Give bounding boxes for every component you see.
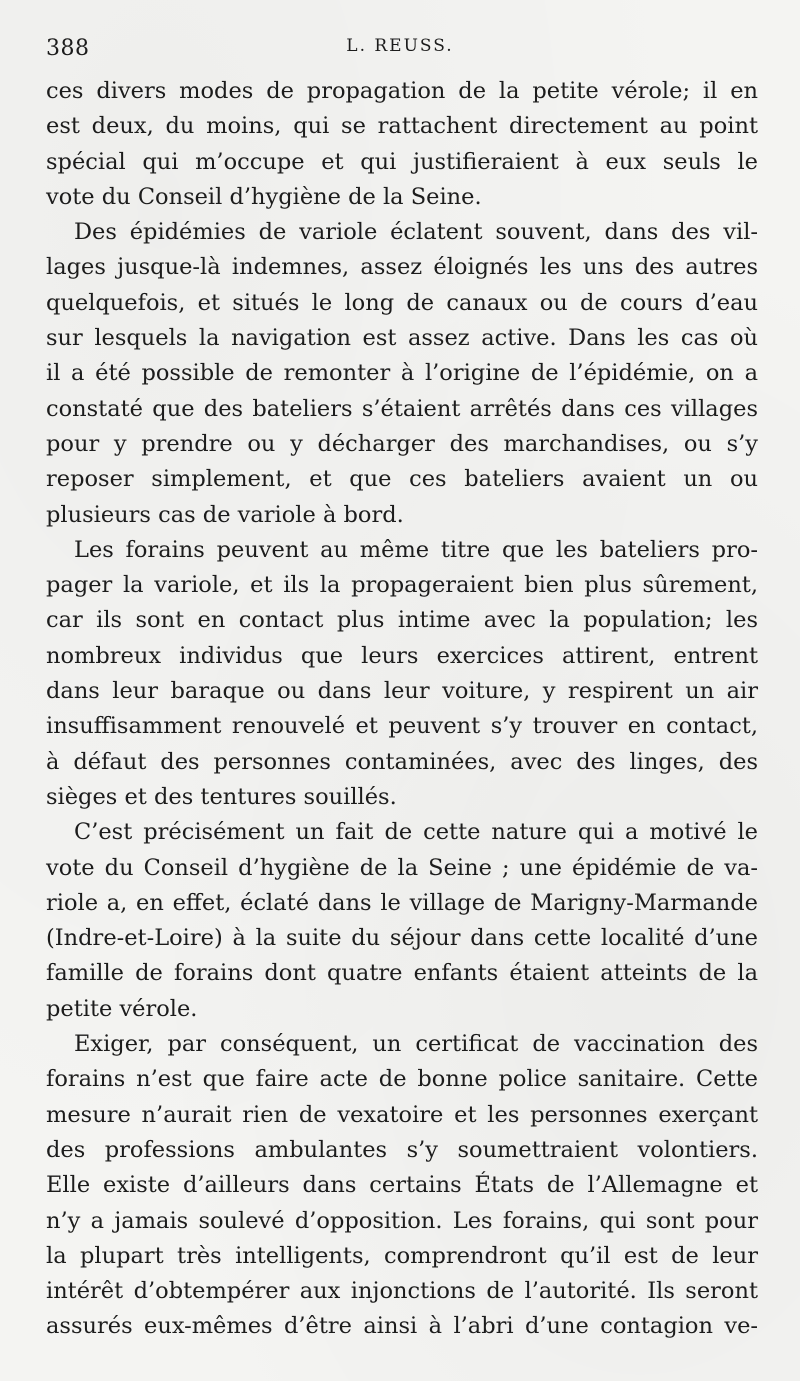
text-line: pager la variole, et ils la propageraient bien plus sûrement, xyxy=(46,572,758,599)
text-line: il a été possible de remonter à l’origine de l’épidémie, on a xyxy=(46,360,758,387)
text-line: est deux, du moins, qui se rattachent directement au point xyxy=(46,113,758,140)
text-line: Des épidémies de variole éclatent souvent, dans des vil- xyxy=(74,219,758,246)
text-line: sur lesquels la navigation est assez active. Dans les cas où xyxy=(46,325,758,352)
text-line: forains n’est que faire acte de bonne police sanitaire. Cette xyxy=(46,1066,758,1093)
page-number: 388 xyxy=(46,36,90,61)
text-line: mesure n’aurait rien de vexatoire et les personnes exerçant xyxy=(46,1101,758,1128)
text-line: Les forains peuvent au même titre que les bateliers pro- xyxy=(74,536,758,563)
text-line: à défaut des personnes contaminées, avec des linges, des xyxy=(46,748,758,775)
text-line: petite vérole. xyxy=(46,995,198,1022)
text-line: la plupart très intelligents, comprendront qu’il est de leur xyxy=(46,1242,758,1269)
text-line: ces divers modes de propagation de la petite vérole; il en xyxy=(46,78,758,104)
paragraph xyxy=(46,74,758,215)
text-line: dans leur baraque ou dans leur voiture, y respirent un air xyxy=(46,678,758,705)
text-line: constaté que des bateliers s’étaient arrêtés dans ces villages xyxy=(46,395,758,422)
text-line: vote du Conseil d’hygiène de la Seine. xyxy=(46,183,482,210)
paragraph xyxy=(46,215,758,533)
text-line: C’est précisément un fait de cette nature qui a motivé le xyxy=(74,819,758,846)
paragraph xyxy=(46,533,758,815)
paragraph xyxy=(46,1027,758,1345)
text-line: riole a, en effet, éclaté dans le village de Marigny-Marmande xyxy=(46,889,758,916)
running-head: L. REUSS. xyxy=(346,36,454,56)
text-line: sièges et des tentures souillés. xyxy=(46,783,397,810)
text-line: lages jusque-là indemnes, assez éloignés les uns des autres xyxy=(46,254,758,281)
text-line: Exiger, par conséquent, un certificat de vaccination des xyxy=(74,1031,758,1058)
text-line: vote du Conseil d’hygiène de la Seine ; une épidémie de va- xyxy=(46,854,758,881)
page-header xyxy=(46,36,754,66)
text-line: plusieurs cas de variole à bord. xyxy=(46,501,404,528)
text-line: spécial qui m’occupe et qui justifieraient à eux seuls le xyxy=(46,148,758,175)
text-line: intérêt d’obtempérer aux injonctions de l’autorité. Ils seront xyxy=(46,1278,758,1305)
text-line: famille de forains dont quatre enfants étaient atteints de la xyxy=(46,960,758,987)
text-line: car ils sont en contact plus intime avec la population; les xyxy=(46,607,758,634)
text-line: reposer simplement, et que ces bateliers avaient un ou xyxy=(46,466,758,493)
text-line: (Indre-et-Loire) à la suite du séjour dans cette localité d’une xyxy=(46,925,758,952)
body-text xyxy=(46,74,758,1345)
text-line: n’y a jamais soulevé d’opposition. Les forains, qui sont pour xyxy=(46,1207,758,1234)
text-line: insuffisamment renouvelé et peuvent s’y trouver en contact, xyxy=(46,713,758,740)
text-line: pour y prendre ou y décharger des marchandises, ou s’y xyxy=(46,430,758,457)
paragraph xyxy=(46,815,758,1027)
text-line: des professions ambulantes s’y soumettraient volontiers. xyxy=(46,1136,758,1163)
text-line: nombreux individus que leurs exercices attirent, entrent xyxy=(46,642,758,669)
text-line: quelquefois, et situés le long de canaux ou de cours d’eau xyxy=(46,289,758,316)
text-line: assurés eux-mêmes d’être ainsi à l’abri d’une contagion ve- xyxy=(46,1313,758,1340)
text-line: Elle existe d’ailleurs dans certains États de l’Allemagne et xyxy=(46,1172,758,1199)
